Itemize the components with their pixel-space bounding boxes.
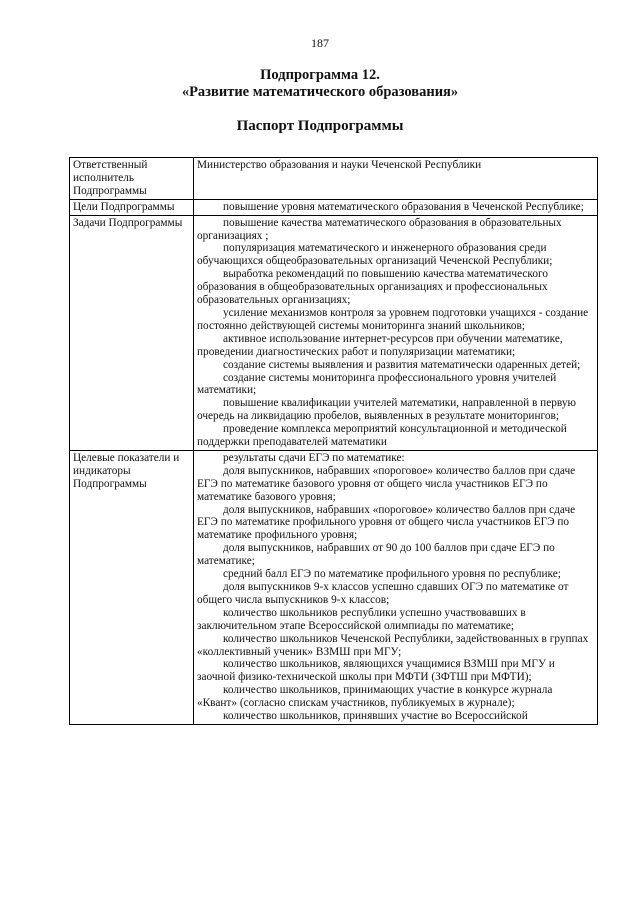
passport-heading: Паспорт Подпрограммы	[236, 118, 404, 134]
content-paragraph: создание системы выявления и развития математически одаренных детей;	[223, 358, 581, 371]
content-paragraph: проведение комплекса мероприятий консультационной и методической поддержки преподавателей математики	[197, 423, 567, 449]
row-content	[194, 158, 598, 200]
content-paragraph: количество школьников, принимающих участие в конкурсе журнала «Квант» (согласно спискам участников, публикуемых в журнале);	[197, 684, 553, 710]
passport-table-body	[70, 158, 598, 725]
content-paragraph: повышение качества математического образования в образовательных организациях ;	[197, 216, 562, 242]
content-paragraph: создание системы мониторинга профессионального уровня учителей математики;	[197, 371, 557, 397]
table-row	[70, 215, 598, 450]
passport-table	[69, 157, 598, 725]
table-row	[70, 158, 598, 200]
row-content	[194, 215, 598, 450]
row-label: Цели Подпрограммы	[70, 199, 194, 215]
row-label: Целевые показатели и индикаторы Подпрограммы	[70, 450, 194, 724]
content-paragraph: результаты сдачи ЕГЭ по математике:	[223, 451, 405, 464]
content-paragraph: количество школьников Чеченской Республики, задействованных в группах «коллективный ученик» ВЗМШ при МГУ;	[197, 632, 589, 658]
content-paragraph: доля выпускников, набравших от 90 до 100 баллов при сдаче ЕГЭ по математике;	[197, 542, 555, 568]
row-content	[194, 199, 598, 215]
content-paragraph: количество школьников, являющихся учащимися ВЗМШ при МГУ и заочной физико-технической школы при МФТИ (ЗФТШ при МФТИ);	[197, 658, 555, 684]
content-paragraph: усиление механизмов контроля за уровнем подготовки учащихся - создание постоянно действующей системы мониторинга знаний школьников;	[197, 306, 589, 332]
content-paragraph: активное использование интернет-ресурсов при обучении математике, проведении диагностических работ и популяризации математики;	[197, 332, 563, 358]
content-paragraph: доля выпускников, набравших «пороговое» количество баллов при сдаче ЕГЭ по математике базового уровня от общего числа участников ЕГЭ по математике базового уровня;	[197, 464, 576, 503]
content-paragraph: количество школьников, принявших участие во Всероссийской	[223, 710, 528, 723]
content-paragraph: выработка рекомендаций по повышению качества математического образования в общеобразовательных организациях и профессиональных образовательных организациях;	[197, 268, 548, 307]
row-content	[194, 450, 598, 724]
content-paragraph: средний балл ЕГЭ по математике профильного уровня по республике;	[223, 568, 561, 581]
row-label: Ответственный исполнитель Подпрограммы	[70, 158, 194, 200]
table-row	[70, 199, 598, 215]
subprogram-name: «Развитие математического образования»	[181, 84, 459, 100]
content-paragraph: повышение квалификации учителей математики, направленной в первую очередь на ликвидацию пробелов, выявленных в результате мониторингов;	[197, 397, 576, 423]
content-paragraph: доля выпускников, набравших «пороговое» количество баллов при сдаче ЕГЭ по математике профильного уровня от общего числа участников ЕГЭ по математике профильного уровня;	[197, 503, 576, 542]
table-row	[70, 450, 598, 724]
content-paragraph: количество школьников республики успешно участвовавших в заключительном этапе Всероссийской олимпиады по математике;	[197, 606, 526, 632]
page-number: 187	[311, 36, 329, 50]
content-paragraph: популяризация математического и инженерного образования среди обучающихся общеобразовательных организаций Чеченской Республики;	[197, 242, 553, 268]
subprogram-title: Подпрограмма 12.	[260, 67, 380, 83]
content-paragraph: повышение уровня математического образования в Чеченской Республике;	[223, 200, 584, 213]
row-label: Задачи Подпрограммы	[70, 215, 194, 450]
content-paragraph: Министерство образования и науки Чеченской Республики	[197, 159, 482, 171]
content-paragraph: доля выпускников 9-х классов успешно сдавших ОГЭ по математике от общего числа выпускников 9-х классов;	[197, 581, 569, 606]
